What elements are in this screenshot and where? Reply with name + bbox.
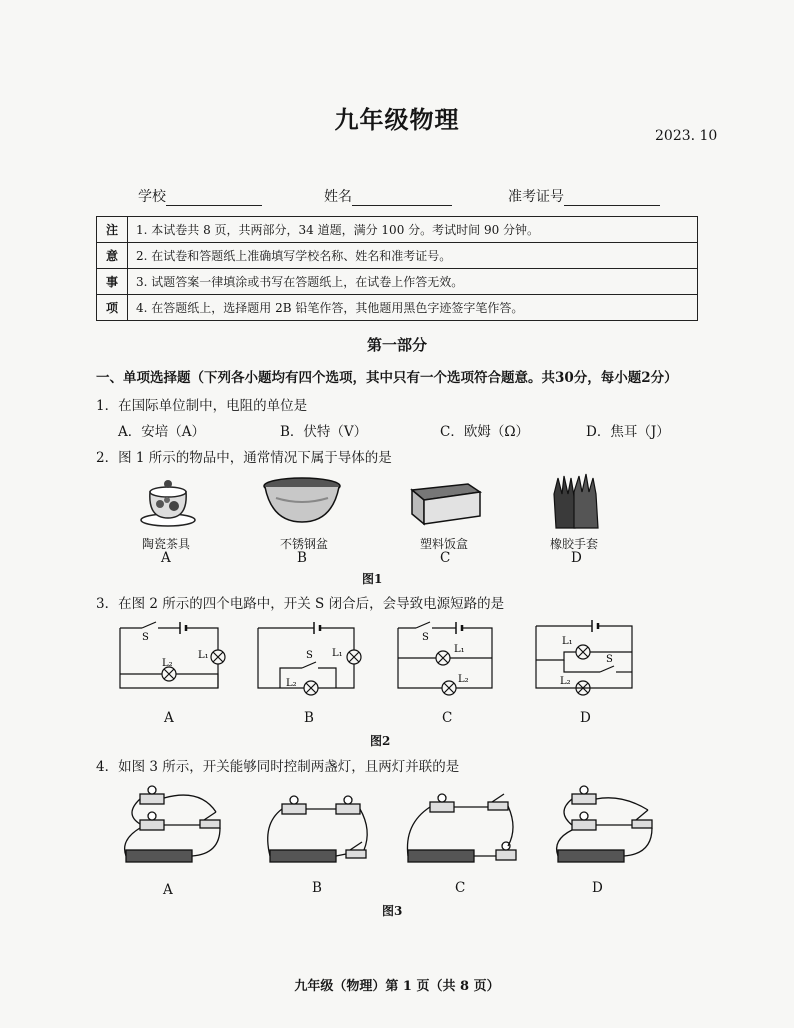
notice-side-char: 项 xyxy=(97,295,128,321)
q3-option-b[interactable]: B xyxy=(304,710,314,726)
circuit-c xyxy=(396,622,506,694)
physical-circuit-a xyxy=(120,784,232,874)
caption-rubber: 橡胶手套 xyxy=(550,537,599,551)
caption-plastic: 塑料饭盒 xyxy=(420,537,469,551)
notice-box xyxy=(96,216,698,321)
school-label: 学校 xyxy=(138,189,166,205)
figure-2-label: 图2 xyxy=(370,734,391,748)
circuit-d xyxy=(534,618,638,694)
q3-option-c[interactable]: C xyxy=(442,710,453,726)
exam-id-blank[interactable] xyxy=(564,191,660,206)
notice-side-char: 事 xyxy=(97,269,128,295)
switch-label: S xyxy=(422,632,429,643)
part-heading: 第一部分 xyxy=(366,336,427,354)
steel-basin-image xyxy=(262,476,342,530)
q3-option-d[interactable]: D xyxy=(580,710,591,726)
q4-option-d[interactable]: D xyxy=(592,880,603,896)
plastic-lunchbox-image xyxy=(408,478,482,530)
notice-item: 4. 在答题纸上，选择题用 2B 铅笔作答，其他题用黑色字迹签字笔作答。 xyxy=(128,295,698,321)
q4-option-b[interactable]: B xyxy=(312,880,322,896)
physical-circuit-b xyxy=(260,784,372,874)
q1-option-b[interactable]: B．伏特（V） xyxy=(280,424,368,440)
name-label: 姓名 xyxy=(324,189,352,205)
q1-option-c[interactable]: C．欧姆（Ω） xyxy=(440,424,530,440)
rubber-glove-image xyxy=(548,472,602,532)
q2-option-b[interactable]: B xyxy=(297,550,307,566)
q3-option-a[interactable]: A xyxy=(164,710,174,726)
caption-steel: 不锈钢盆 xyxy=(280,537,329,551)
school-field xyxy=(138,186,262,206)
switch-label: S xyxy=(142,632,149,643)
lamp-l2-label: L₂ xyxy=(162,658,173,669)
exam-date: 2023. 10 xyxy=(655,128,718,144)
switch-label: S xyxy=(306,650,313,661)
question-3-stem: 3．在图 2 所示的四个电路中，开关 S 闭合后，会导致电源短路的是 xyxy=(96,596,505,612)
figure-3-label: 图3 xyxy=(382,904,403,918)
ceramic-teaset-image xyxy=(138,474,198,530)
physical-circuit-c xyxy=(400,784,512,874)
notice-item: 3. 试题答案一律填涂或书写在答题纸上，在试卷上作答无效。 xyxy=(128,269,698,295)
physical-circuit-d xyxy=(552,784,664,874)
name-field xyxy=(324,186,452,206)
q4-option-c[interactable]: C xyxy=(455,880,466,896)
question-1-stem: 1．在国际单位制中，电阻的单位是 xyxy=(96,398,308,414)
lamp-l2-label: L₂ xyxy=(560,676,571,687)
notice-item: 2. 在试卷和答题纸上准确填写学校名称、姓名和准考证号。 xyxy=(128,243,698,269)
lamp-l1-label: L₁ xyxy=(332,648,343,659)
exam-id-field xyxy=(508,186,660,206)
switch-label: S xyxy=(606,654,613,665)
q4-option-a[interactable]: A xyxy=(163,882,173,898)
notice-item: 1. 本试卷共 8 页，共两部分，34 道题，满分 100 分。考试时间 90 分钟。 xyxy=(128,217,698,243)
q2-option-a[interactable]: A xyxy=(161,550,171,566)
q1-option-d[interactable]: D．焦耳（J） xyxy=(586,424,670,440)
lamp-l1-label: L₁ xyxy=(198,650,209,661)
page-footer: 九年级（物理）第 1 页（共 8 页） xyxy=(294,979,500,994)
page-title: 九年级物理 xyxy=(334,105,460,134)
section-heading: 一、单项选择题（下列各小题均有四个选项，其中只有一个选项符合题意。共30分，每小题2分） xyxy=(96,370,678,386)
question-2-stem: 2．图 1 所示的物品中，通常情况下属于导体的是 xyxy=(96,450,392,466)
notice-side-char: 意 xyxy=(97,243,128,269)
q2-option-d[interactable]: D xyxy=(571,550,582,566)
lamp-l2-label: L₂ xyxy=(286,678,297,689)
lamp-l1-label: L₁ xyxy=(562,636,573,647)
school-blank[interactable] xyxy=(166,191,262,206)
figure-1-label: 图1 xyxy=(362,572,383,586)
q2-option-c[interactable]: C xyxy=(440,550,451,566)
caption-ceramic: 陶瓷茶具 xyxy=(142,537,191,551)
lamp-l2-label: L₂ xyxy=(458,674,469,685)
name-blank[interactable] xyxy=(352,191,452,206)
lamp-l1-label: L₁ xyxy=(454,644,465,655)
exam-id-label: 准考证号 xyxy=(508,189,564,205)
question-4-stem: 4．如图 3 所示，开关能够同时控制两盏灯，且两灯并联的是 xyxy=(96,759,460,775)
circuit-b xyxy=(256,622,366,694)
circuit-a xyxy=(118,622,228,694)
notice-side-char: 注 xyxy=(97,217,128,243)
q1-option-a[interactable]: A．安培（A） xyxy=(118,424,205,440)
